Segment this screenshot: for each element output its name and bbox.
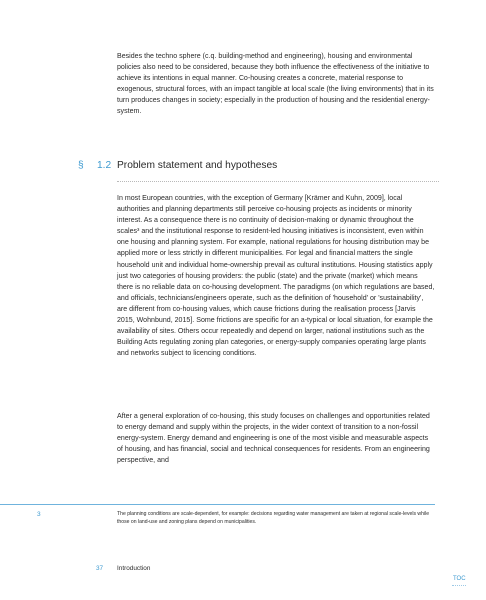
intro-paragraph: Besides the techno sphere (c.q. building-method and engineering), housing and environmental policies also need to be considered, because they both influence the effectiveness of the initiative to achieve its intentions in equal manner. Co-housing creates a concrete, material response to exogenous, structural forces, with an impact tangible at local scale (the living environments) that in its turn produces changes in society; especially in the production of housing and the residential energy-system. <box>117 53 434 116</box>
section-title: Problem statement and hypotheses <box>117 160 278 171</box>
section-number: 1.2 <box>97 160 112 171</box>
section-divider <box>117 181 439 182</box>
section-symbol: § <box>78 160 84 171</box>
body-paragraph-2: After a general exploration of co-housing, this study focuses on challenges and opportunities related to energy demand and supply within the projects, in the wider context of transition to a non-fossil energy-system. Energy demand and engineering is one of the most visible and measurable aspects of housing, and has financial, social and technical consequences for residents. From an engineering perspective, and <box>117 413 430 465</box>
footnote-text: The planning conditions are scale-dependent, for example: decisions regarding water management are taken at regional scale-levels while those on land-use and zoning plans depend on municipalities. <box>117 511 430 525</box>
running-title: Introduction <box>117 565 151 572</box>
section-heading <box>78 160 438 176</box>
footnote-number: 3 <box>37 511 41 518</box>
toc-underline <box>452 585 466 586</box>
body-paragraph-1: In most European countries, with the exception of Germany [Krämer and Kuhn, 2009], local authorities and planning departments still perceive co-housing projects as incidents or minority interest. As a consequence there is no continuity of decision-making or dynamic throughout the scales³ and the institutional response to resident-led housing initiatives is inconsistent, even within one housing and planning system. For example, national regulations for housing distribution may be applied more or less strictly in different municipalities. For legal and financial matters the single household unit and individual home-ownership prevail as cultural institutions. Housing statistics apply just two categories of housing providers: the public (state) and the private (market) which means there is no reliable data on co-housing development. The paradigms (on which regulations are based, and officials, technicians/engineers operate, such as the definition of 'household' or 'sustainability', are different from co-housing values, which cause frictions during the realisation process [Jarvis 2015, Wohnbund, 2015]. Some frictions are specific for an a-typical or local situation, for example the availability of sites. Others occur repeatedly and depend on larger, national institutions such as the Building Acts regulating zoning plan categories, or energy-supply companies operating large plants and networks subject to licencing conditions. <box>117 195 435 358</box>
toc-link[interactable]: TOC <box>453 576 466 582</box>
footnote-divider <box>0 504 435 505</box>
page-number: 37 <box>96 565 104 572</box>
